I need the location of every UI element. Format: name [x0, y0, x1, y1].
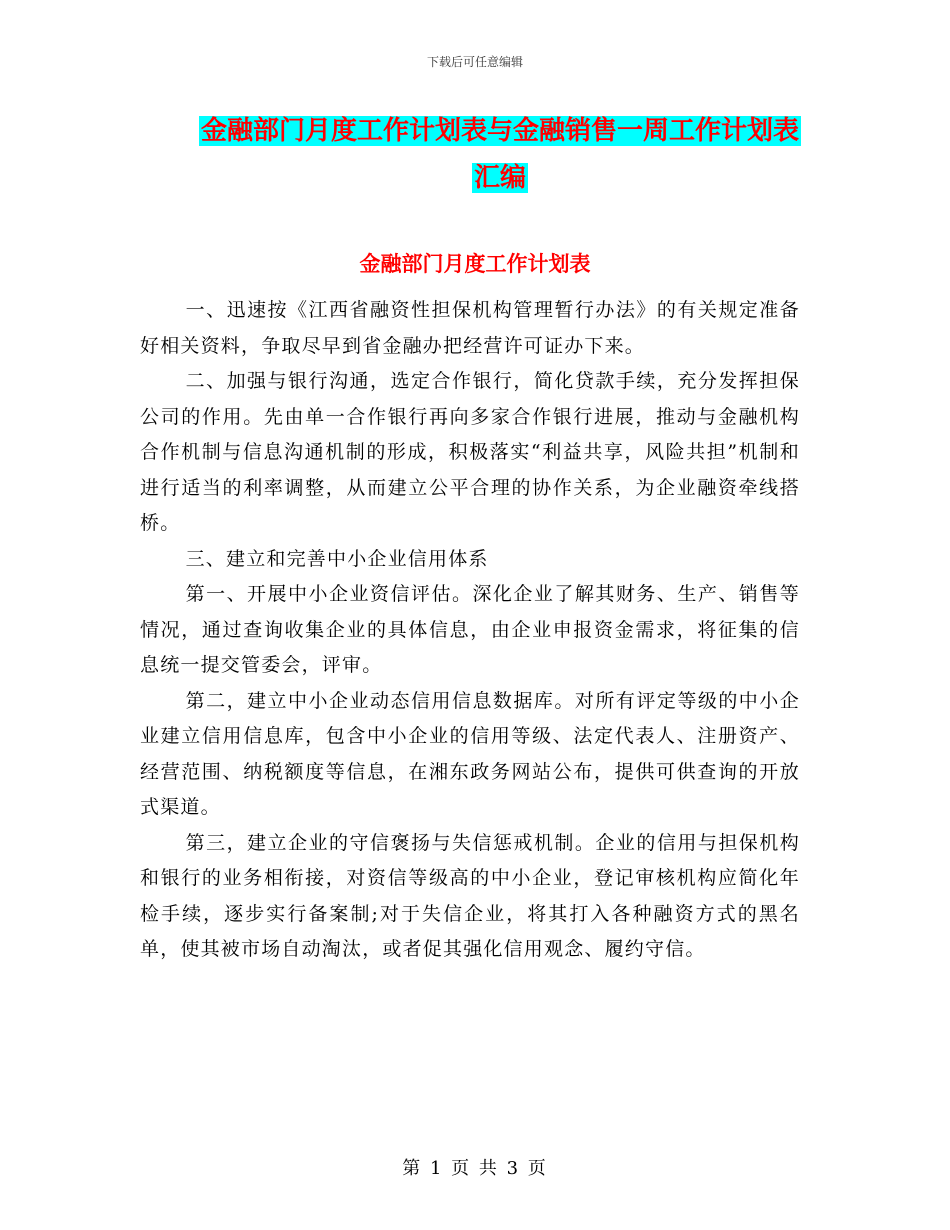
header-note: 下载后可任意编辑 [426, 55, 523, 69]
document-title-line-2: 汇编 [473, 163, 526, 193]
paragraph: 一、迅速按《江西省融资性担保机构管理暂行办法》的有关规定准备好相关资料，争取尽早到省金融办把经营许可证办下来。 [140, 299, 800, 357]
paragraph: 第一、开展中小企业资信评估。深化企业了解其财务、生产、销售等情况，通过查询收集企业的具体信息，由企业申报资金需求，将征集的信息统一提交管委会，评审。 [140, 583, 800, 676]
document-title [150, 108, 850, 202]
body-text [140, 293, 800, 968]
paragraph: 二、加强与银行沟通，选定合作银行，简化贷款手续，充分发挥担保公司的作用。先由单一合作银行再向多家合作银行进展，推动与金融机构合作机制与信息沟通机制的形成，积极落实“利益共享，风险共担”机制和进行适当的利率调整，从而建立公平合理的协作关系，为企业融资牵线搭桥。 [140, 370, 800, 534]
paragraph: 三、建立和完善中小企业信用体系 [185, 547, 489, 570]
section-title: 金融部门月度工作计划表 [359, 252, 591, 276]
paragraph: 第二，建立中小企业动态信用信息数据库。对所有评定等级的中小企业建立信用信息库，包含中小企业的信用等级、法定代表人、注册资产、经营范围、纳税额度等信息，在湘东政务网站公布，提供可供查询的开放式渠道。 [140, 689, 800, 818]
page-footer: 第 1 页 共 3 页 [402, 1158, 548, 1179]
document-title-line-1: 金融部门月度工作计划表与金融销售一周工作计划表 [200, 116, 799, 146]
paragraph: 第三，建立企业的守信褒扬与失信惩戒机制。企业的信用与担保机构和银行的业务相衔接，对资信等级高的中小企业，登记审核机构应简化年检手续，逐步实行备案制;对于失信企业，将其打入各种融资方式的黑名单，使其被市场自动淘汰，或者促其强化信用观念、履约守信。 [140, 831, 800, 960]
